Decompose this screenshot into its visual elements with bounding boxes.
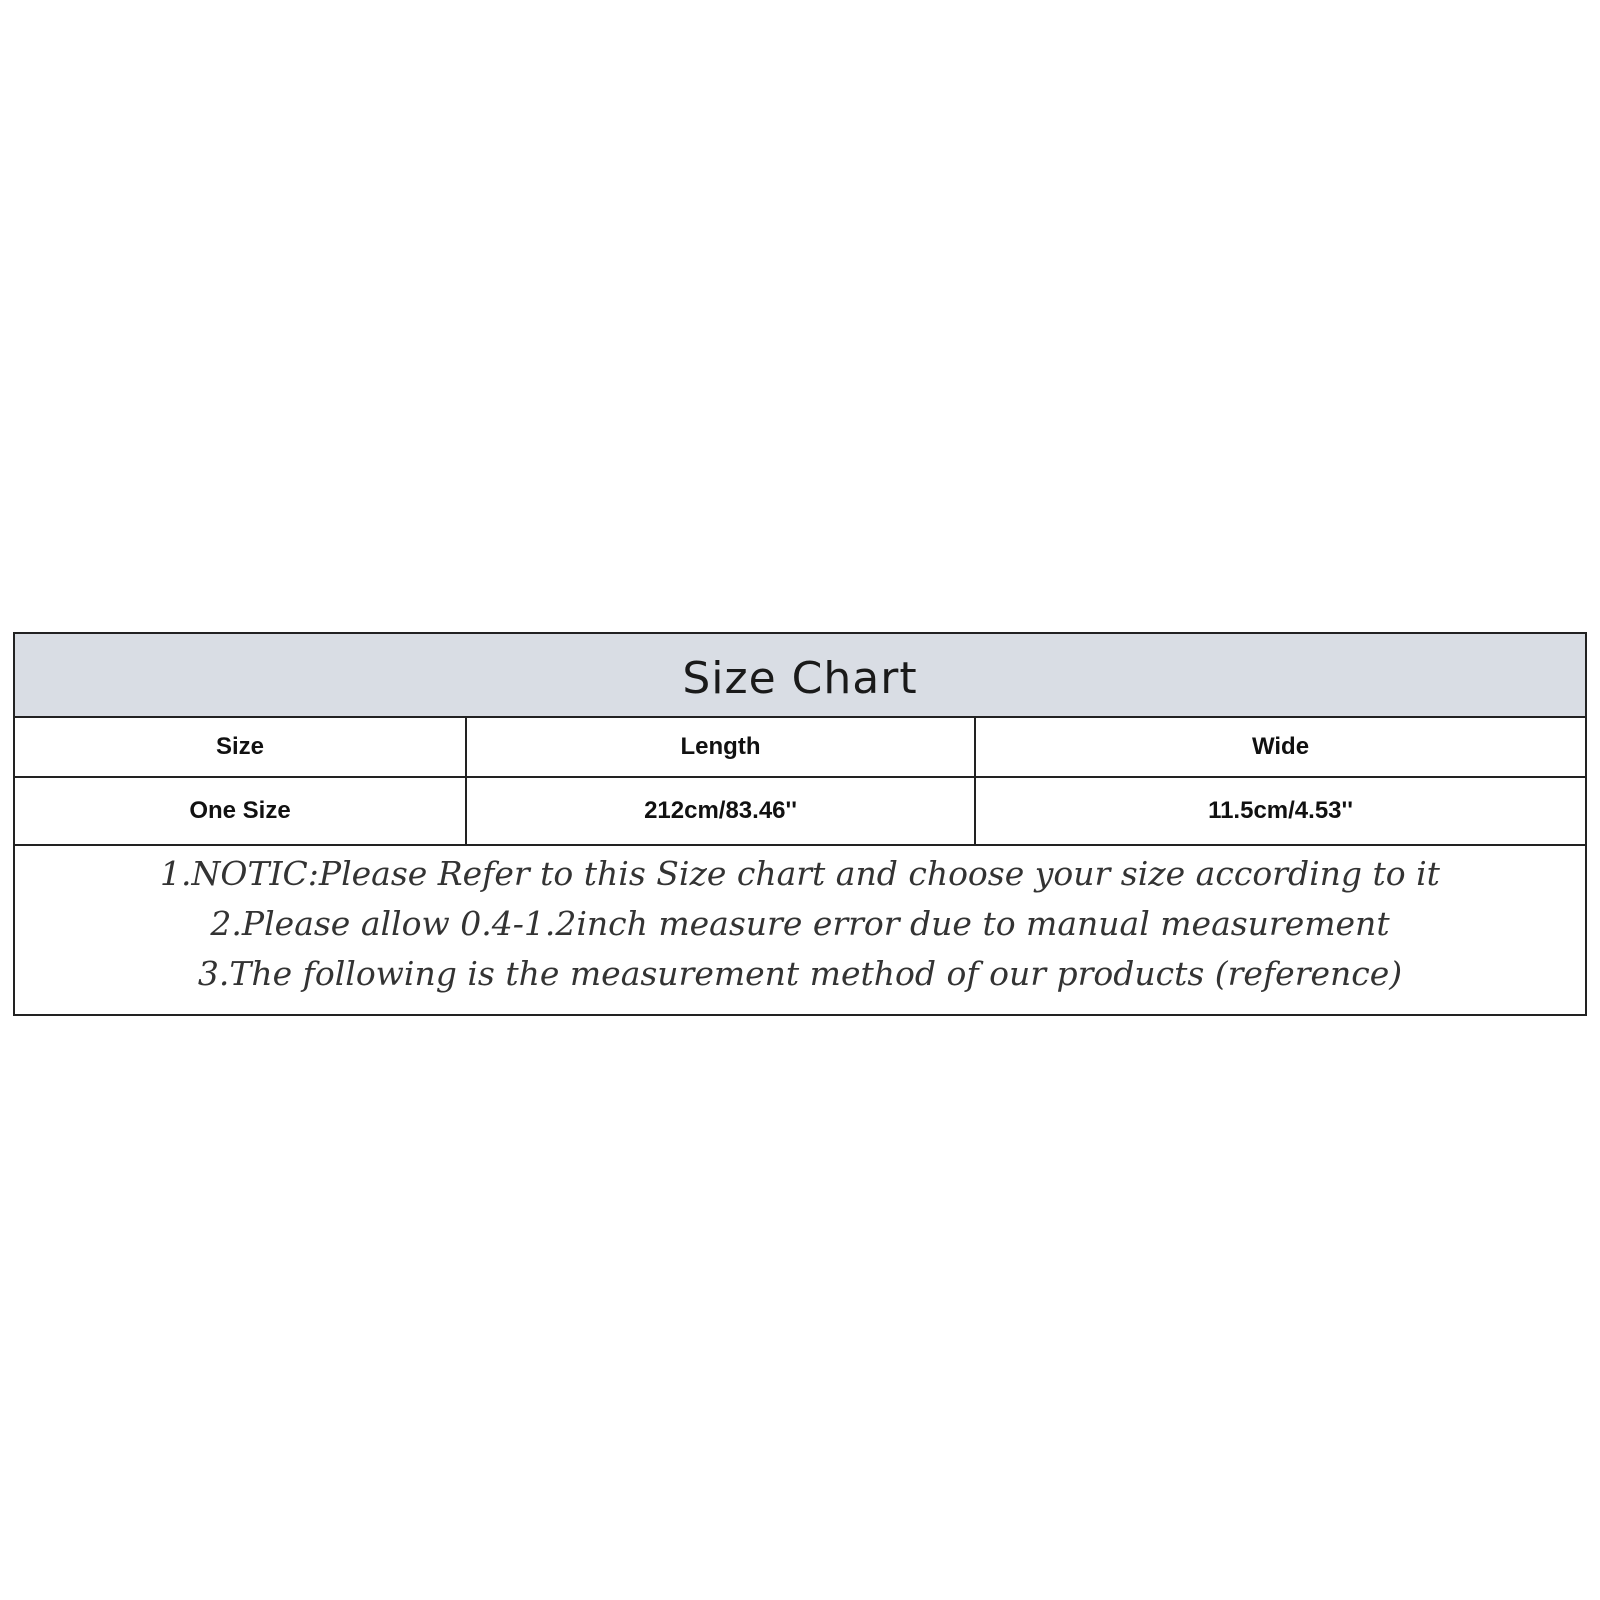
table-header-row — [15, 718, 1585, 778]
cell-size-value: One Size — [15, 778, 467, 844]
column-header-size: Size — [15, 718, 467, 776]
size-chart-table — [13, 632, 1587, 1016]
size-chart-title: Size Chart — [682, 652, 918, 704]
column-header-length: Length — [467, 718, 976, 776]
note-line-2: 2.Please allow 0.4-1.2inch measure error due to manual measurement — [210, 904, 1390, 943]
cell-wide-value: 11.5cm/4.53'' — [1208, 797, 1353, 824]
size-grid — [15, 718, 1585, 846]
column-header-wide: Wide — [1251, 733, 1310, 760]
note-line-1: 1.NOTIC:Please Refer to this Size chart and choose your size according to it — [160, 854, 1440, 893]
cell-length-value: 212cm/83.46'' — [467, 778, 976, 844]
size-chart-title-bar — [15, 634, 1585, 718]
table-row — [15, 778, 1585, 846]
note-line-3: 3.The following is the measurement method of our products (reference) — [197, 954, 1403, 993]
size-notes — [15, 846, 1585, 1014]
